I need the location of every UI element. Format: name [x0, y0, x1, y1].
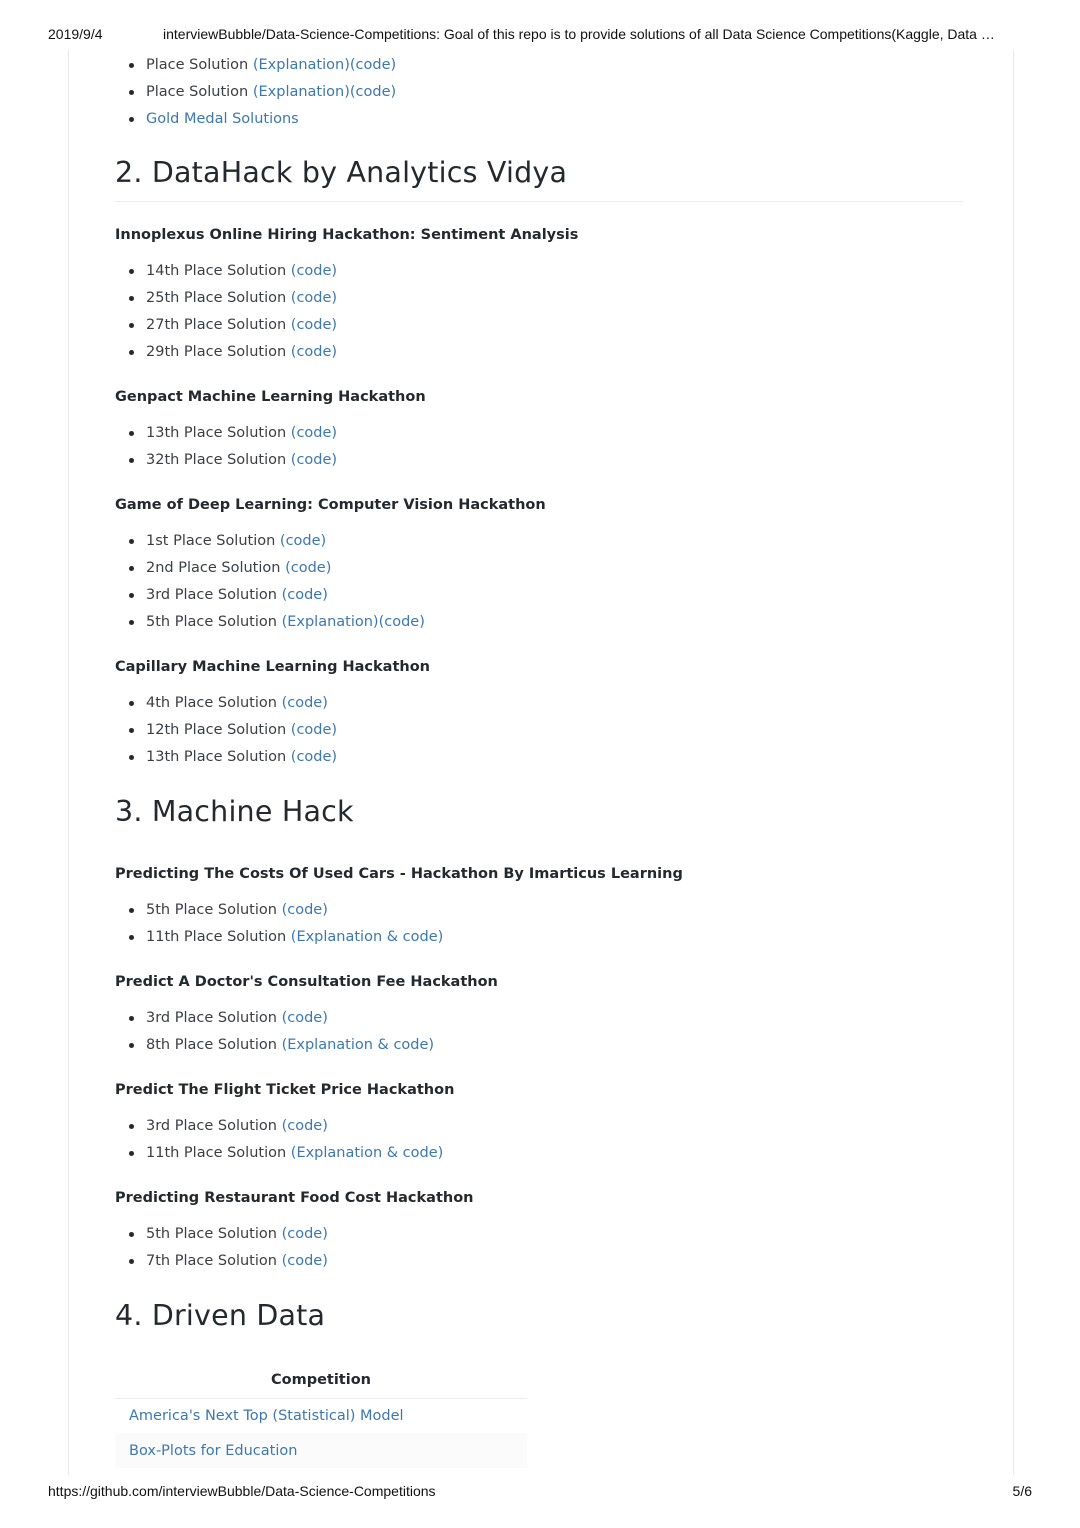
top-solution-list [115, 52, 396, 133]
table-row [115, 1433, 527, 1468]
code-link[interactable]: (code) [281, 1118, 328, 1134]
solution-list [115, 420, 337, 474]
code-link[interactable]: (code) [378, 614, 425, 630]
solution-list [115, 1221, 328, 1275]
code-link[interactable]: (code) [281, 1226, 328, 1242]
item-text: 5th Place Solution [146, 1226, 282, 1242]
bullet-icon [129, 350, 134, 355]
page-number: 5/6 [1012, 1483, 1032, 1499]
print-date: 2019/9/4 [48, 26, 103, 42]
bullet-icon [129, 1016, 134, 1021]
code-link[interactable]: (code) [290, 290, 338, 306]
competition-title: Predicting The Costs Of Used Cars - Hackathon By Imarticus Learning [115, 866, 683, 882]
code-link[interactable]: (code) [290, 749, 338, 765]
item-text: 5th Place Solution [146, 614, 282, 630]
bullet-icon [129, 269, 134, 274]
bullet-icon [129, 620, 134, 625]
table-header-row [115, 1362, 527, 1398]
bullet-icon [129, 117, 134, 122]
competition-title: Genpact Machine Learning Hackathon [115, 389, 426, 405]
table-cell [115, 1433, 527, 1468]
list-item [115, 420, 337, 447]
list-item [115, 609, 425, 636]
section-heading-machine-hack: 3. Machine Hack [115, 795, 354, 828]
item-text: 5th Place Solution [146, 902, 282, 918]
item-text: 13th Place Solution [146, 425, 291, 441]
code-link[interactable]: (code) [281, 587, 328, 603]
gold-medal-solutions-link[interactable]: Gold Medal Solutions [146, 111, 299, 127]
code-link[interactable]: (code) [279, 533, 327, 549]
item-text: 11th Place Solution [146, 929, 291, 945]
print-title: interviewBubble/Data-Science-Competitions: Goal of this repo is to provide solutions of all Data Science Competitions(Kaggle, Data … [163, 26, 995, 42]
item-text: 3rd Place Solution [146, 587, 282, 603]
bullet-icon [129, 539, 134, 544]
code-link[interactable]: (code) [281, 1010, 328, 1026]
item-text: 32th Place Solution [146, 452, 291, 468]
list-item [115, 582, 425, 609]
competition-title: Predict The Flight Ticket Price Hackathon [115, 1082, 455, 1098]
solution-list [115, 1113, 443, 1167]
list-item [115, 897, 443, 924]
bullet-icon [129, 935, 134, 940]
list-item [115, 447, 337, 474]
item-text: Place Solution [146, 57, 253, 73]
explanation-link[interactable]: (Explanation) [252, 84, 350, 100]
competition-title: Capillary Machine Learning Hackathon [115, 659, 430, 675]
section-heading-driven-data: 4. Driven Data [115, 1299, 326, 1332]
list-item [115, 1221, 328, 1248]
list-item [115, 1113, 443, 1140]
item-text: 2nd Place Solution [146, 560, 286, 576]
print-url: https://github.com/interviewBubble/Data-Science-Competitions [48, 1483, 436, 1499]
code-link[interactable]: (code) [281, 695, 328, 711]
bullet-icon [129, 1043, 134, 1048]
bullet-icon [129, 63, 134, 68]
code-link[interactable]: (code) [290, 263, 338, 279]
list-item [115, 1005, 434, 1032]
code-link[interactable]: (code) [281, 902, 328, 918]
code-link[interactable]: (code) [349, 84, 397, 100]
competition-title: Predict A Doctor's Consultation Fee Hackathon [115, 974, 498, 990]
bullet-icon [129, 1232, 134, 1237]
item-text: 13th Place Solution [146, 749, 291, 765]
bullet-icon [129, 323, 134, 328]
item-text: Place Solution [146, 84, 253, 100]
item-text: 3rd Place Solution [146, 1010, 282, 1026]
code-link[interactable]: (code) [290, 344, 338, 360]
item-text: 4th Place Solution [146, 695, 282, 711]
list-item [115, 690, 337, 717]
explanation-code-link[interactable]: (Explanation & code) [281, 1037, 435, 1053]
list-item [115, 52, 396, 79]
code-link[interactable]: (code) [290, 425, 338, 441]
item-text: 11th Place Solution [146, 1145, 291, 1161]
print-header [48, 26, 1032, 46]
item-text: 27th Place Solution [146, 317, 291, 333]
item-text: 3rd Place Solution [146, 1118, 282, 1134]
bullet-icon [129, 1151, 134, 1156]
list-item [115, 258, 337, 285]
list-item [115, 339, 337, 366]
competition-title: Innoplexus Online Hiring Hackathon: Sentiment Analysis [115, 227, 579, 243]
list-item [115, 528, 425, 555]
list-item [115, 1140, 443, 1167]
table-cell [115, 1398, 527, 1433]
bullet-icon [129, 701, 134, 706]
list-item [115, 312, 337, 339]
code-link[interactable]: (code) [349, 57, 397, 73]
content-frame-left-border [68, 50, 69, 1475]
item-text: 7th Place Solution [146, 1253, 282, 1269]
solution-list [115, 528, 425, 636]
competition-title: Predicting Restaurant Food Cost Hackathon [115, 1190, 474, 1206]
code-link[interactable]: (code) [290, 317, 338, 333]
item-text: 1st Place Solution [146, 533, 280, 549]
list-item [115, 106, 396, 133]
explanation-code-link[interactable]: (Explanation & code) [290, 1145, 444, 1161]
item-text: 14th Place Solution [146, 263, 291, 279]
bullet-icon [129, 1259, 134, 1264]
list-item [115, 1248, 328, 1275]
content-frame-right-border [1013, 50, 1014, 1475]
solution-list [115, 1005, 434, 1059]
solution-list [115, 690, 337, 771]
bullet-icon [129, 458, 134, 463]
list-item [115, 555, 425, 582]
code-link[interactable]: (code) [285, 560, 332, 576]
code-link[interactable]: (code) [290, 722, 338, 738]
list-item [115, 285, 337, 312]
list-item [115, 924, 443, 951]
item-text: 29th Place Solution [146, 344, 291, 360]
explanation-code-link[interactable]: (Explanation & code) [290, 929, 444, 945]
competition-link[interactable]: Box-Plots for Education [129, 1442, 298, 1459]
item-text: 25th Place Solution [146, 290, 291, 306]
solution-list [115, 897, 443, 951]
competition-title: Game of Deep Learning: Computer Vision Hackathon [115, 497, 546, 513]
bullet-icon [129, 1124, 134, 1129]
print-footer [48, 1483, 1032, 1503]
list-item [115, 744, 337, 771]
bullet-icon [129, 296, 134, 301]
list-item [115, 1032, 434, 1059]
bullet-icon [129, 755, 134, 760]
bullet-icon [129, 593, 134, 598]
list-item [115, 717, 337, 744]
section-heading-datahack: 2. DataHack by Analytics Vidya [115, 156, 963, 202]
code-link[interactable]: (code) [290, 452, 338, 468]
bullet-icon [129, 908, 134, 913]
item-text: 12th Place Solution [146, 722, 291, 738]
explanation-link[interactable]: (Explanation) [281, 614, 379, 630]
explanation-link[interactable]: (Explanation) [252, 57, 350, 73]
bullet-icon [129, 90, 134, 95]
competition-table [115, 1362, 527, 1468]
bullet-icon [129, 728, 134, 733]
item-text: 8th Place Solution [146, 1037, 282, 1053]
code-link[interactable]: (code) [281, 1253, 328, 1269]
table-row [115, 1398, 527, 1433]
bullet-icon [129, 566, 134, 571]
table-header-competition: Competition [115, 1362, 527, 1398]
list-item [115, 79, 396, 106]
solution-list [115, 258, 337, 366]
competition-link[interactable]: America's Next Top (Statistical) Model [129, 1407, 404, 1424]
bullet-icon [129, 431, 134, 436]
